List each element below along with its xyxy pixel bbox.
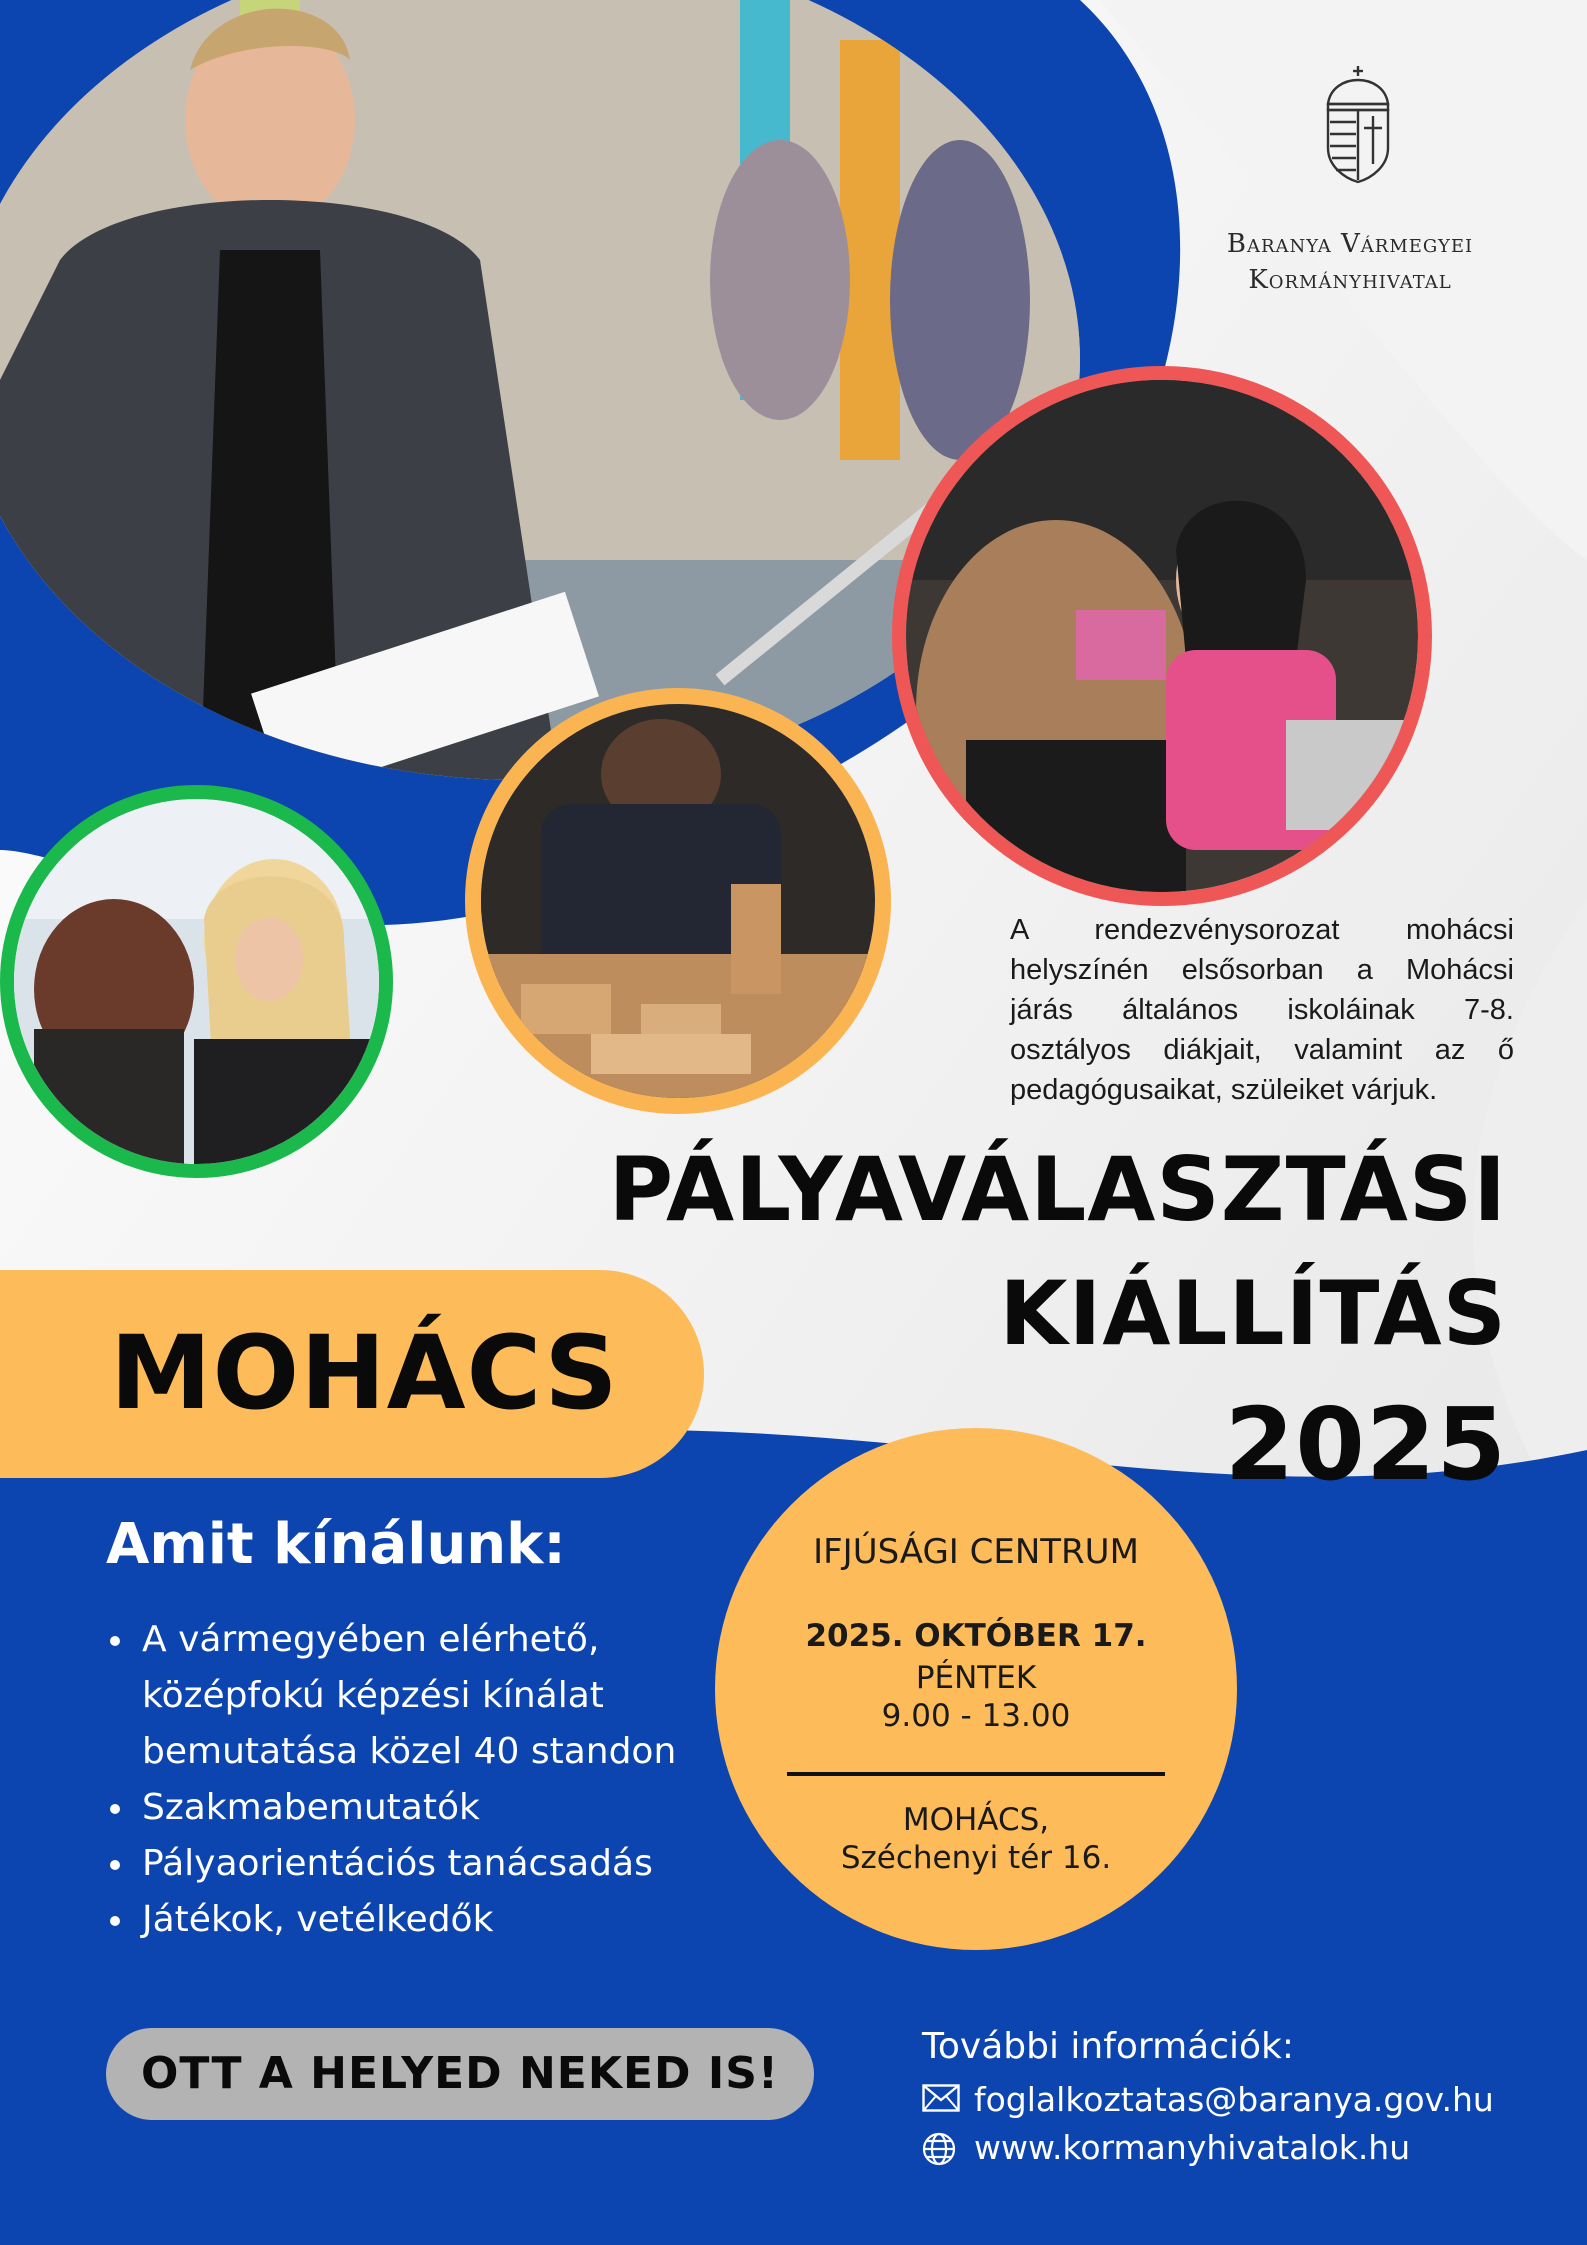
issuer-name xyxy=(1160,226,1540,298)
event-date: 2025. OKTÓBER 17. xyxy=(805,1618,1147,1654)
intro-line: osztályos diákjait, valamint az ő xyxy=(1010,1034,1514,1066)
info-heading: További információk: xyxy=(922,2026,1295,2067)
event-venue: IFJÚSÁGI CENTRUM xyxy=(813,1532,1139,1572)
intro-paragraph xyxy=(1010,910,1514,1110)
title-year: 2025 xyxy=(1224,1386,1507,1503)
offer-item: Játékok, vetélkedők xyxy=(142,1892,762,1948)
offer-item: Pályaorientációs tanácsadás xyxy=(142,1836,762,1892)
intro-line: járás általános iskoláinak 7-8. xyxy=(1010,994,1514,1026)
title-line1: PÁLYAVÁLASZTÁSI xyxy=(608,1138,1507,1241)
cta-pill: OTT A HELYED NEKED IS! xyxy=(106,2028,814,2120)
city-badge-label: MOHÁCS xyxy=(110,1314,619,1433)
makeup-photo-circle xyxy=(892,366,1432,906)
intro-line: helyszínén elsősorban a Mohácsi xyxy=(1010,954,1514,986)
event-divider xyxy=(787,1772,1165,1776)
offer-list xyxy=(106,1612,762,1948)
website-link[interactable]: www.kormanyhivatalok.hu xyxy=(974,2128,1411,2167)
event-details-circle xyxy=(715,1428,1237,1950)
hairdressing-photo-circle xyxy=(0,785,393,1178)
title-line2: KIÁLLÍTÁS xyxy=(999,1262,1507,1365)
hairdressing-photo xyxy=(14,799,379,1164)
woodworking-photo xyxy=(481,704,875,1098)
globe-icon xyxy=(922,2132,956,2166)
event-day: PÉNTEK xyxy=(915,1660,1037,1696)
intro-line: A rendezvénysorozat mohácsi xyxy=(1010,914,1514,946)
issuer-name-line2: Kormányhivatal xyxy=(1248,265,1452,295)
issuer-name-line1: Baranya Vármegyei xyxy=(1226,229,1474,259)
envelope-icon xyxy=(922,2084,960,2112)
intro-line: pedagógusaikat, szüleiket várjuk. xyxy=(1010,1074,1438,1106)
event-time: 9.00 - 13.00 xyxy=(881,1698,1071,1734)
email-link[interactable]: foglalkoztatas@baranya.gov.hu xyxy=(974,2080,1494,2119)
event-address: Széchenyi tér 16. xyxy=(840,1840,1112,1876)
offer-item: Szakmabemutatók xyxy=(142,1780,762,1836)
woodworking-photo-circle xyxy=(465,688,891,1114)
makeup-workshop-photo xyxy=(906,380,1418,892)
event-city: MOHÁCS, xyxy=(902,1802,1050,1838)
offer-heading: Amit kínálunk: xyxy=(106,1512,566,1577)
hungarian-coat-of-arms-icon xyxy=(1320,64,1396,184)
city-badge xyxy=(0,1270,704,1478)
offer-item: A vármegyében elérhető, középfokú képzési kínálat bemutatása közel 40 standon xyxy=(142,1612,762,1780)
